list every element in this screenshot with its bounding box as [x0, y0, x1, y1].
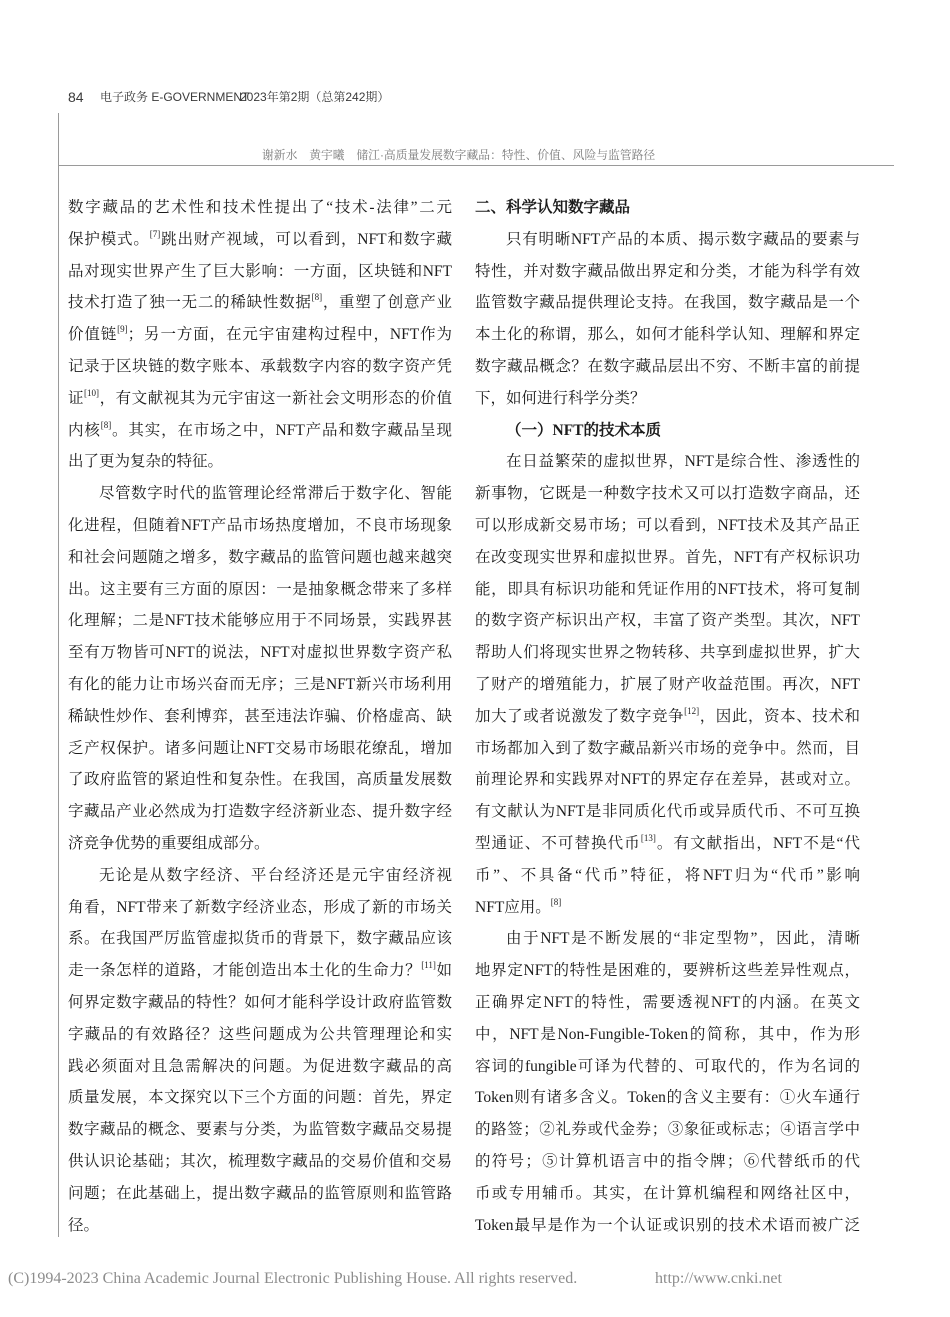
text-line — [475, 669, 860, 701]
page-number: 84 — [68, 89, 84, 105]
text-run: 稀缺性炒作、套利博弈，甚至违法诈骗、价格虚高、缺 — [68, 707, 452, 725]
text-line — [68, 1082, 452, 1114]
text-run: 内核 — [68, 421, 101, 439]
text-line — [68, 987, 452, 1019]
text-run: 有化的能力让市场兴奋而无序；三是NFT新兴市场利用 — [68, 675, 452, 693]
text-run: 记录于区块链的数字账本、承载数字内容的数字资产凭 — [68, 357, 452, 375]
text-run: 前理论界和实践界对NFT的界定存在差异，甚或对立。 — [475, 771, 860, 789]
paragraph-list — [475, 446, 860, 1241]
text-run: 能，即具有标识功能和凭证作用的NFT技术，将可复制 — [475, 580, 860, 598]
subsection-heading: （一）NFT的技术本质 — [506, 421, 662, 439]
text-run: NFT应用。 — [475, 898, 551, 916]
paragraph — [68, 192, 452, 478]
text-run: 济竞争优势的重要组成部分。 — [68, 834, 270, 852]
text-line — [475, 478, 860, 510]
text-line — [68, 319, 452, 351]
text-run: ，重塑了创意产业 — [322, 294, 452, 312]
citation-ref: [13] — [640, 832, 656, 843]
text-run: 技术打造了独一无二的稀缺性数据 — [68, 294, 312, 312]
header-rule — [59, 165, 894, 166]
text-run: 型通证、不可替换代币 — [475, 834, 641, 852]
text-line — [68, 287, 452, 319]
text-line — [68, 351, 452, 383]
text-run: 供认识论基础；其次，梳理数字藏品的交易价值和交易 — [68, 1152, 452, 1170]
text-line — [68, 383, 452, 415]
text-line — [68, 923, 452, 955]
text-run: 问题；在此基础上，提出数字藏品的监管原则和监管路 — [68, 1184, 452, 1202]
text-line — [475, 828, 860, 860]
text-line — [68, 637, 452, 669]
publisher-url: http://www.cnki.net — [655, 1270, 782, 1287]
paragraph — [68, 478, 452, 860]
section-heading: 二、科学认知数字藏品 — [475, 199, 631, 216]
text-run: Token最早是作为一个认证或识别的技术术语而被广泛 — [475, 1216, 860, 1234]
text-line — [475, 287, 860, 319]
text-run: 中，NFT是Non-Fungible-Token的简称，其中，作为形 — [475, 1025, 860, 1043]
text-run: 。其实，在市场之中，NFT产品和数字藏品呈现 — [111, 421, 452, 439]
text-run: 。有文献指出，NFT不是“代 — [655, 834, 860, 852]
text-run: 出。这主要有三方面的原因：一是抽象概念带来了多样 — [68, 580, 452, 598]
text-line — [68, 669, 452, 701]
text-run: 乏产权保护。诸多问题让NFT交易市场眼花缭乱，增加 — [68, 739, 452, 757]
text-run: 币”、不具备“代币”特征，将NFT归为“代币”影响 — [475, 866, 860, 884]
text-line — [68, 1178, 452, 1210]
citation-ref: [8] — [100, 419, 112, 430]
text-run: 保护模式。 — [68, 230, 150, 248]
text-line — [475, 892, 860, 924]
text-run: 跳出财产视域，可以看到，NFT和数字藏 — [160, 230, 452, 248]
text-line — [475, 1019, 860, 1051]
text-line — [68, 224, 452, 256]
text-run: 如 — [435, 962, 452, 980]
text-run: 字藏品的有效路径？这些问题成为公共管理理论和实 — [68, 1025, 452, 1043]
text-run: 可以形成新交易市场；可以看到，NFT技术及其产品正 — [475, 516, 860, 534]
text-run: 化理解；二是NFT技术能够应用于不同场景，实践界甚 — [68, 612, 452, 630]
text-line — [475, 256, 860, 288]
text-run: 容词的fungible可译为代替的、可取代的，作为名词的 — [475, 1057, 860, 1075]
text-run: 何界定数字藏品的特性？如何才能科学设计政府监管数 — [68, 993, 452, 1011]
text-line — [475, 637, 860, 669]
text-run: 加大了或者说激发了数字竞争 — [475, 707, 685, 725]
text-run: 和社会问题随之增多，数字藏品的监管问题也越来越突 — [68, 548, 452, 566]
paragraph — [475, 923, 860, 1241]
running-title: 谢新水 黄宇曦 储江·高质量发展数字藏品：特性、价值、风险与监管路径 — [262, 148, 656, 162]
text-run: 至有万物皆可NFT的说法，NFT对虚拟世界数字资产私 — [68, 644, 452, 662]
text-run: 帮助人们将现实世界之物转移、共享到虚拟世界，扩大 — [475, 644, 860, 662]
text-run: 了财产的增殖能力，扩展了财产收益范围。再次，NFT — [475, 675, 860, 693]
text-line — [475, 860, 860, 892]
paragraph-list — [68, 192, 452, 1241]
right-column — [475, 192, 860, 1241]
citation-ref: [11] — [421, 960, 436, 971]
text-line — [68, 192, 452, 224]
text-run: 的符号；⑤计算机语言中的指令牌；⑥代替纸币的代 — [475, 1152, 860, 1170]
text-line — [68, 701, 452, 733]
copyright-watermark: (C)1994-2023 China Academic Journal Electronic Publishing House. All rights reserved. — [8, 1270, 578, 1287]
text-line — [475, 923, 860, 955]
citation-ref: [9] — [117, 324, 128, 335]
text-run: 数字藏品的艺术性和技术性提出了“技术-法律”二元 — [68, 199, 452, 216]
paragraph-list — [475, 224, 860, 415]
text-line — [475, 1051, 860, 1083]
text-line — [68, 256, 452, 288]
citation-ref: [12] — [684, 705, 700, 716]
text-run: 走一条怎样的道路，才能创造出本土化的生命力？ — [68, 962, 422, 980]
text-line — [68, 1114, 452, 1146]
text-line — [475, 605, 860, 637]
text-run: 品对现实世界产生了巨大影响：一方面，区块链和NFT — [68, 262, 452, 280]
margin-rule — [58, 113, 59, 1237]
journal-name: 电子政务 E-GOVERNMENT — [100, 90, 250, 104]
text-line — [475, 1178, 860, 1210]
text-line — [68, 478, 452, 510]
text-run: 字藏品产业必然成为打造数字经济新业态、提升数字经 — [68, 803, 452, 821]
text-run: 证 — [68, 389, 85, 407]
text-run: 出了更为复杂的特征。 — [68, 453, 224, 471]
text-line — [475, 319, 860, 351]
text-line — [475, 1114, 860, 1146]
text-run: ；另一方面，在元宇宙建构过程中，NFT作为 — [127, 326, 452, 344]
text-line — [475, 542, 860, 574]
text-run: 质量发展，本文探究以下三个方面的问题：首先，界定 — [68, 1089, 452, 1107]
citation-ref: [10] — [84, 387, 100, 398]
text-line — [68, 828, 452, 860]
text-line — [68, 1210, 452, 1242]
text-run: 数字藏品的概念、要素与分类，为监管数字藏品交易提 — [68, 1121, 452, 1139]
text-line — [68, 892, 452, 924]
text-line — [68, 446, 452, 478]
text-line — [475, 987, 860, 1019]
text-run: 的数字资产标识出产权，丰富了资产类型。其次，NFT — [475, 612, 860, 630]
text-line — [68, 510, 452, 542]
text-line — [475, 1210, 860, 1242]
paragraph — [68, 860, 452, 1242]
text-line — [475, 701, 860, 733]
text-line — [475, 383, 860, 415]
text-line — [475, 574, 860, 606]
text-line — [475, 733, 860, 765]
citation-ref: [8] — [550, 896, 562, 907]
text-line — [475, 351, 860, 383]
text-run: 有文献认为NFT是非同质化代币或异质代币、不可互换 — [475, 803, 860, 821]
text-line — [475, 1146, 860, 1178]
text-run: ，有文献视其为元宇宙这一新社会文明形态的价值 — [99, 389, 452, 407]
text-run: 由于NFT是不断发展的“非定型物”，因此，清晰 — [506, 930, 860, 948]
text-run: 在日益繁荣的虚拟世界，NFT是综合性、渗透性的 — [506, 453, 860, 471]
text-run: 径。 — [68, 1216, 100, 1234]
text-line — [68, 1146, 452, 1178]
paragraph — [475, 446, 860, 923]
text-line — [475, 796, 860, 828]
text-line — [475, 1082, 860, 1114]
text-line — [68, 542, 452, 574]
text-line — [68, 574, 452, 606]
text-run: 市场都加入到了数字藏品新兴市场的竞争中。然而，目 — [475, 739, 860, 757]
text-run: 地界定NFT的特性是困难的，要辨析这些差异性观点， — [475, 962, 860, 980]
text-run: 尽管数字时代的监管理论经常滞后于数字化、智能 — [99, 485, 452, 503]
text-run: 数字藏品概念？在数字藏品层出不穷、不断丰富的前提 — [475, 357, 860, 375]
text-line — [68, 796, 452, 828]
text-line — [68, 860, 452, 892]
text-run: 角看，NFT带来了新数字经济业态，形成了新的市场关 — [68, 898, 452, 916]
text-line — [68, 733, 452, 765]
text-run: 下，如何进行科学分类？ — [475, 389, 646, 407]
text-run: 了政府监管的紧迫性和复杂性。在我国，高质量发展数 — [68, 771, 452, 789]
text-line — [475, 510, 860, 542]
issue-info: 2023年第2期（总第242期） — [240, 90, 390, 104]
text-run: 价值链 — [68, 326, 118, 344]
citation-ref: [8] — [311, 292, 323, 303]
text-run: ，因此，资本、技术和 — [699, 707, 860, 725]
text-run: 监管数字藏品提供理论支持。在我国，数字藏品是一个 — [475, 294, 860, 312]
text-run: 系。在我国严厉监管虚拟货币的背景下，数字藏品应该 — [68, 930, 452, 948]
text-line — [68, 1019, 452, 1051]
citation-ref: [7] — [149, 228, 161, 239]
text-run: Token则有诸多含义。Token的含义主要有：①火车通行 — [475, 1089, 860, 1107]
left-column — [68, 192, 452, 1241]
text-run: 在改变现实世界和虚拟世界。首先，NFT有产权标识功 — [475, 548, 860, 566]
text-run: 特性，并对数字藏品做出界定和分类，才能为科学有效 — [475, 262, 860, 280]
text-line — [475, 224, 860, 256]
text-run: 正确界定NFT的特性，需要透视NFT的内涵。在英文 — [475, 993, 860, 1011]
text-line — [68, 415, 452, 447]
text-line — [68, 605, 452, 637]
text-run: 只有明晰NFT产品的本质、揭示数字藏品的要素与 — [506, 230, 860, 248]
paragraph — [475, 224, 860, 415]
text-line — [475, 764, 860, 796]
text-run: 无论是从数字经济、平台经济还是元宇宙经济视 — [99, 866, 452, 884]
text-run: 的路签；②礼券或代金券；③象征或标志；④语言学中 — [475, 1121, 860, 1139]
text-run: 币或专用辅币。其实，在计算机编程和网络社区中， — [475, 1184, 860, 1202]
text-run: 践必须面对且急需解决的问题。为促进数字藏品的高 — [68, 1057, 452, 1075]
text-line — [68, 955, 452, 987]
text-line — [68, 764, 452, 796]
text-run: 本土化的称谓，那么，如何才能科学认知、理解和界定 — [475, 326, 860, 344]
text-run: 新事物，它既是一种数字技术又可以打造数字商品，还 — [475, 485, 860, 503]
text-line — [475, 955, 860, 987]
text-line — [68, 1051, 452, 1083]
text-line — [475, 446, 860, 478]
text-run: 化进程，但随着NFT产品市场热度增加，不良市场现象 — [68, 516, 452, 534]
